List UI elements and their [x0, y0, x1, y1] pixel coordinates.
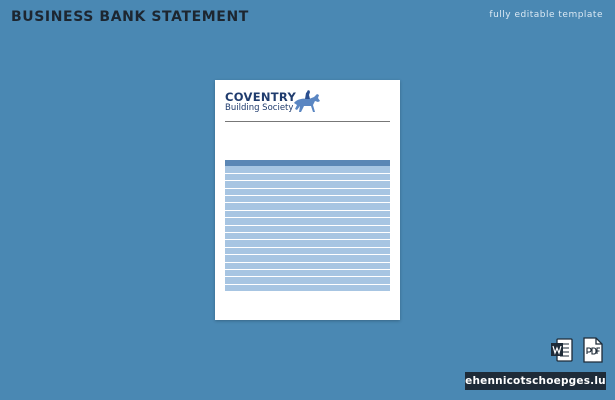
table-row	[225, 240, 390, 247]
header-divider	[225, 121, 390, 122]
table-row	[225, 247, 390, 254]
table-row	[225, 210, 390, 217]
word-file-icon[interactable]	[551, 337, 573, 363]
table-row	[225, 203, 390, 210]
table-row	[225, 277, 390, 284]
page-subtitle: fully editable template	[489, 10, 603, 20]
file-format-icons	[551, 337, 604, 363]
table-row	[225, 262, 390, 269]
page-title: BUSINESS BANK STATEMENT	[11, 9, 249, 25]
table-row	[225, 218, 390, 225]
statement-preview[interactable]	[215, 80, 400, 320]
pdf-file-icon[interactable]	[582, 337, 604, 363]
horse-rider-icon	[290, 90, 324, 116]
table-row	[225, 225, 390, 232]
table-row	[225, 173, 390, 180]
table-row	[225, 255, 390, 262]
transactions-table	[225, 160, 390, 293]
table-row	[225, 284, 390, 291]
bank-logo	[225, 91, 296, 113]
logo-subtitle: Building Society	[225, 103, 294, 113]
table-row	[225, 233, 390, 240]
table-row	[225, 181, 390, 188]
site-brand-badge[interactable]: ehennicotschoepges.lu	[465, 372, 606, 390]
table-row	[225, 166, 390, 173]
logo-name: COVENTRY	[225, 90, 297, 104]
table-row	[225, 196, 390, 203]
table-row	[225, 188, 390, 195]
table-row	[225, 269, 390, 276]
